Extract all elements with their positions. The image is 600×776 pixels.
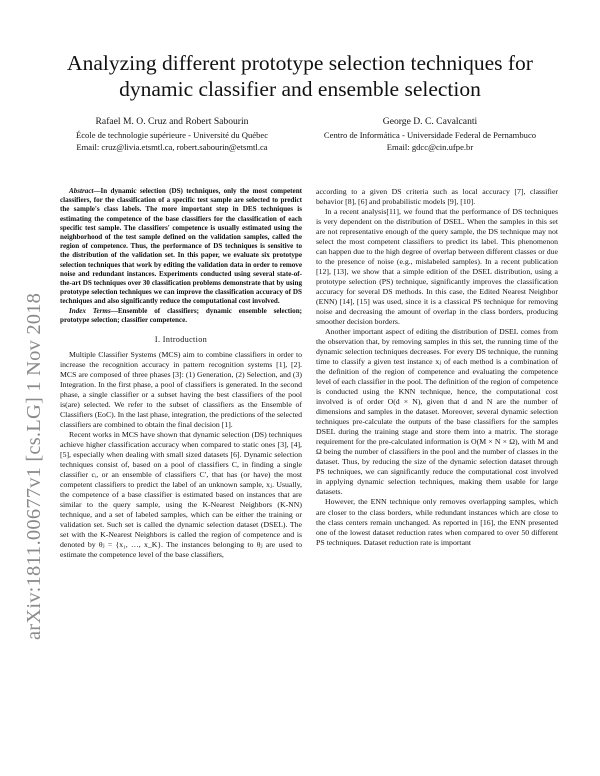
left-column [60,187,302,560]
body-paragraph: Recent works in MCS have shown that dynamic selection (DS) techniques achieve higher classification accuracy when compared to static ones [3], [4], [5], especially when dealing with small sized datasets [6]. Dynamic selection techniques consist of, based on a pool of classifiers C, in finding a single classifier cᵢ, or an ensemble of classifiers C′, that has (or have) the most competent classifiers to predict the label of an unknown sample, xⱼ. Usually, the competence of a base classifier is estimated based on instances that are similar to the query sample, using the K-Nearest Neighbors (K-NN) technique, and a set of labeled samples, which can be either the training or validation set. Such set is called the dynamic selection dataset (DSEL). The set with the K-Nearest Neighbors is called the region of competence and is denoted by θⱼ = {x₁, …, x_K}. The instances belonging to θⱼ are used to estimate the competence level of the base classifiers, [60,430,302,560]
author-names: George D. C. Cavalcanti [382,116,478,127]
body-paragraph: according to a given DS criteria such as local accuracy [7], classifier behavior [8], [6] and probabilistic models [9], [10]. [316,187,558,207]
right-column [316,187,558,548]
body-paragraph: However, the ENN technique only removes overlapping samples, which are closer to the class borders, while redundant instances which are close to the class centers remain unchanged. As reported in [16], the ENN presented one of the lowest dataset reduction rates when compared to over 50 different PS techniques. Dataset reduction rate is important [316,497,558,547]
author-affiliation: École de technologie supérieure - Université du Québec [75,129,269,140]
abstract [60,187,302,307]
author-block-left [44,116,300,154]
author-email: Email: cruz@livia.etsmtl.ca, robert.sabourin@etsmtl.ca [76,142,268,152]
body-paragraph: Multiple Classifier Systems (MCS) aim to combine classifiers in order to increase the recognition accuracy in pattern recognition systems [1], [2]. MCS are composed of three phases [3]: (1) Generation, (2) Selection, and (3) Integration. In the first phase, a pool of classifiers is generated. In the second phase, a single classifier or a subset having the best classifiers of the pool is(are) selected. We refer to the subset of classifiers as the Ensemble of Classifiers (EoC). In the last phase, integration, the predictions of the selected classifiers are combined to obtain the final decision [1]. [60,350,302,430]
author-block-right [300,116,560,154]
index-terms [60,307,302,325]
author-names: Rafael M. O. Cruz and Robert Sabourin [95,116,249,127]
paper-title: Analyzing different prototype selection techniques for dynamic classifier and ensemble selection [67,51,533,101]
index-terms-text: —Ensemble of classifiers; dynamic ensemble selection; prototype selection; classifier competence. [60,306,302,324]
abstract-label: Abstract [69,187,94,195]
author-affiliation: Centro de Informática - Universidade Federal de Pernambuco [323,129,537,140]
arxiv-stamp: arXiv:1811.00677v1 [cs.LG] 1 Nov 2018 [23,292,45,640]
body-paragraph: Another important aspect of editing the distribution of DSEL comes from the observation that, by removing samples in this set, the running time of the dynamic selection techniques decreases. For every DS technique, the running time to classify a given test instance xⱼ of each method is a combination of the definition of the region of competence and evaluating the competence level of each classifier in the pool. The definition of the region of competence is conducted using the KNN technique, hence, the computational cost involved is of order O(d × N), given that d and N are the number of dimensions and samples in the dataset. Moreover, several dynamic selection techniques pre-calculate the outputs of the base classifiers for the samples DSEL during the training stage and store them into a matrix. The storage requirement for the pre-calculated information is O(M × N × Ω), with M and Ω being the number of classifiers in the pool and the number of classes in the dataset. Thus, by reducing the size of the dynamic selection dataset through PS techniques, we can significantly reduce the computational cost involved in applying dynamic selection techniques, making them usable for large datasets. [316,327,558,497]
body-paragraph: In a recent analysis[11], we found that the performance of DS techniques is very dependent on the distribution of DSEL. When the samples in this set are not representative enough of the query sample, the DS technique may not select the most competent classifiers to predict its label. This phenomenon can happen due to the high degree of overlap between different classes or due to the presence of noise (e.g., mislabeled samples). In a recent publication [12], [13], we show that a simple edition of the DSEL distribution, using a prototype selection (PS) technique, significantly improves the classification accuracy for several DS methods. In this case, the Edited Nearest Neighbor (ENN) [14], [15] was used, since it is a classical PS technique for removing noise and decreasing the amount of overlap in the class borders, producing smoother decision borders. [316,207,558,327]
section-heading: I. Introduction [154,335,208,345]
author-email: Email: gdcc@cin.ufpe.br [386,142,474,152]
abstract-text: —In dynamic selection (DS) techniques, only the most competent classifiers, for the classification of a specific test sample are selected to predict the sample's class labels. The more important step in DES techniques is estimating the competence of the base classifiers for the classification of each specific test sample. The classifiers' competence is usually estimated using the neighborhood of the test sample defined on the validation samples, called the region of competence. Thus, the performance of DS techniques is sensitive to the distribution of the validation set. In this paper, we evaluate six prototype selection techniques that work by editing the validation data in order to remove noise and redundant instances. Experiments conducted using several state-of-the-art DS techniques over 30 classification problems demonstrate that by using prototype selection techniques we can improve the classification accuracy of DS techniques and also significantly reduce the computational cost involved. [60,187,302,306]
index-terms-label: Index Terms [69,306,111,315]
